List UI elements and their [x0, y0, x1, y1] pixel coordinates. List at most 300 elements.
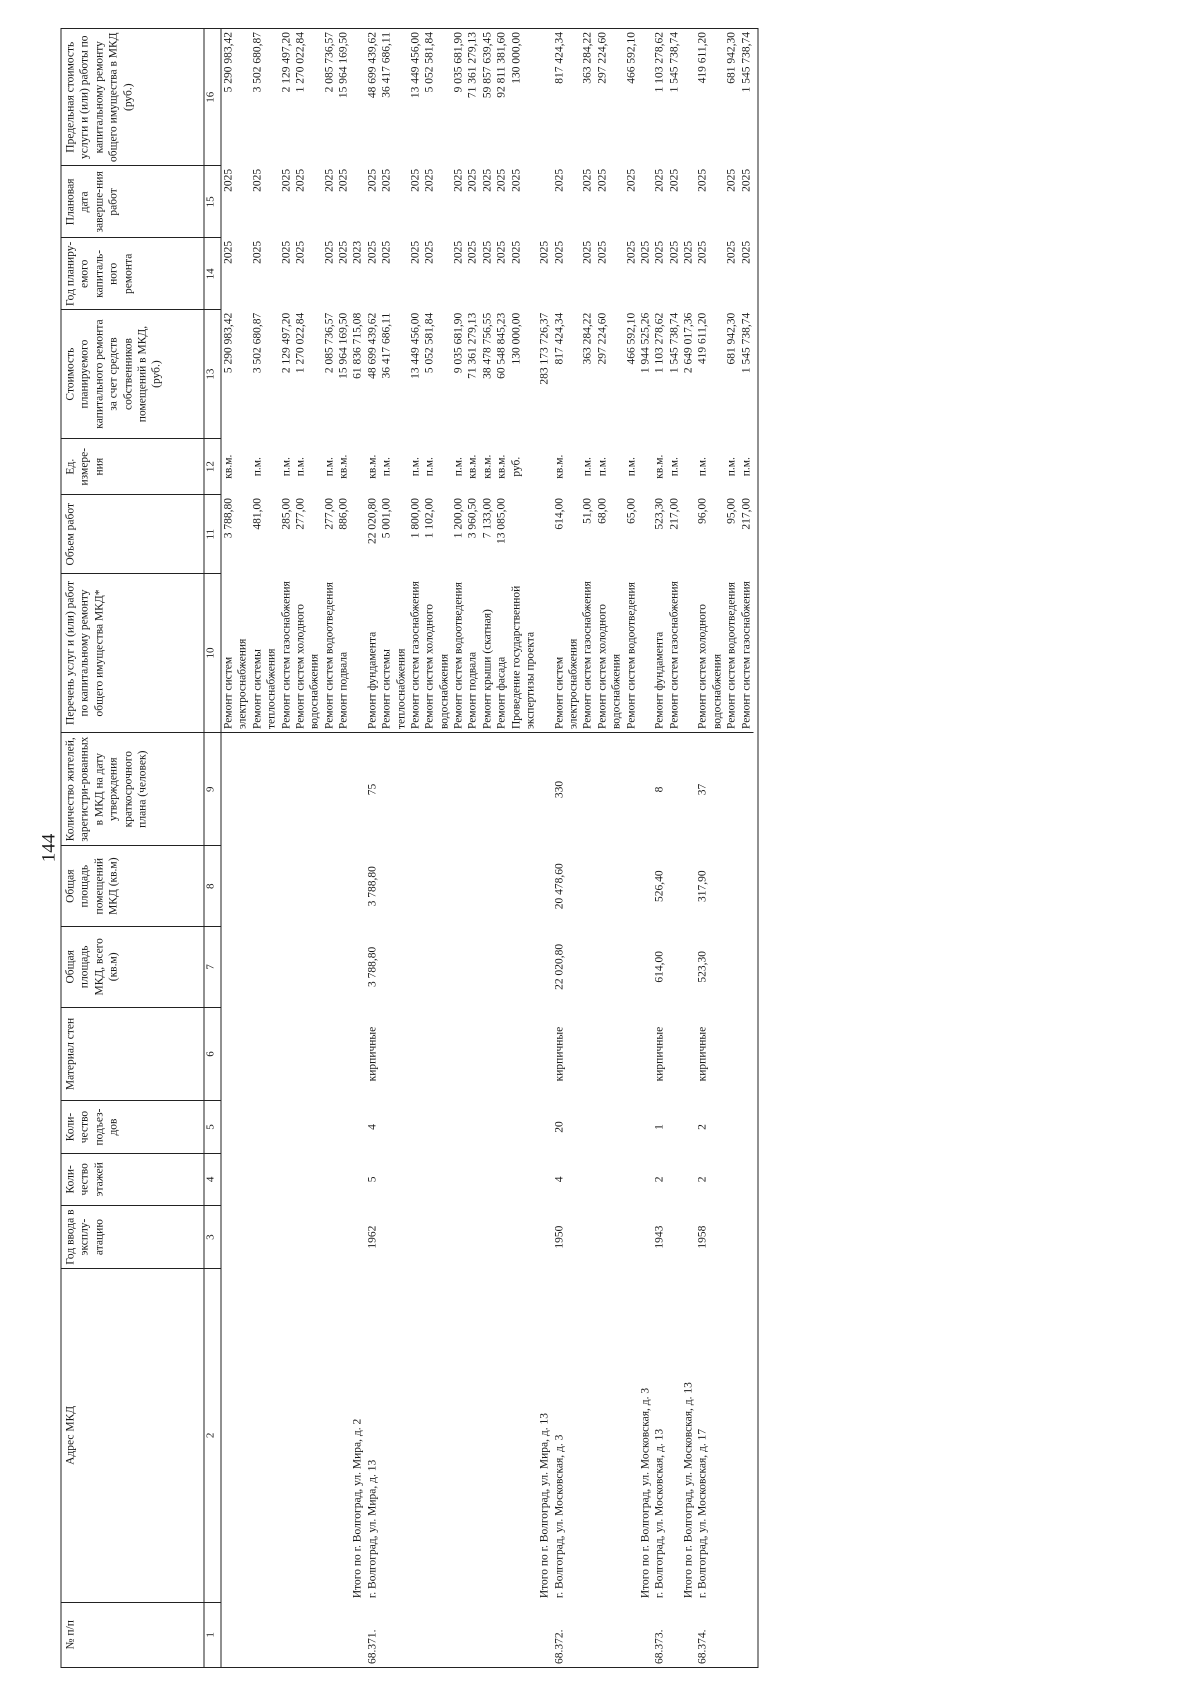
empty-cell: [753, 927, 758, 1008]
header-col-4: Коли-чество этажей: [61, 1153, 204, 1205]
empty-cell: [495, 733, 509, 846]
empty-cell: [725, 927, 739, 1008]
column-number: 4: [204, 1153, 221, 1205]
work-row: [365, 29, 379, 1668]
work-year: 2025: [553, 240, 566, 264]
work-year: 2025: [323, 240, 336, 264]
empty-cell: [466, 1269, 480, 1602]
work-cost: 1 545 738,74: [668, 312, 681, 374]
empty-cell: [250, 1007, 279, 1101]
work-limit: 2 129 497,20: [279, 29, 293, 166]
empty-cell: [221, 1153, 250, 1205]
area-total: 3 788,80: [366, 946, 379, 987]
empty-cell: [293, 1101, 322, 1153]
work-due: 2025: [251, 168, 264, 192]
work-unit: п.м.: [696, 457, 709, 477]
work-year: 2025: [251, 240, 264, 264]
work-unit: п.м.: [294, 457, 307, 477]
header-col-1: № п/п: [61, 1602, 204, 1667]
empty-cell: [250, 1602, 279, 1667]
empty-cell: [466, 846, 480, 927]
work-unit: п.м.: [581, 457, 594, 477]
empty-cell: [250, 733, 279, 846]
empty-cell: [337, 846, 351, 927]
wall-material: кирпичные: [366, 1026, 379, 1082]
work-limit: 71 361 279,13: [466, 29, 480, 166]
work-name: Ремонт подвала: [337, 573, 351, 732]
empty-cell: [495, 1153, 509, 1205]
residents: 330: [553, 780, 566, 799]
work-cost: 681 942,30: [725, 312, 738, 365]
empty-cell: [624, 1007, 638, 1101]
area-rooms: 20 478,60: [553, 863, 566, 910]
work-year: 2025: [452, 240, 465, 264]
total-row: [682, 29, 696, 1668]
work-year: 2025: [337, 240, 350, 264]
empty-cell: [279, 927, 293, 1008]
row-number: 68.374.: [696, 1602, 725, 1667]
total-cost: 283 173 726,37: [538, 312, 551, 385]
work-unit: п.м.: [596, 457, 609, 477]
work-due: 2025: [466, 168, 479, 192]
empty-cell: [667, 1007, 681, 1101]
empty-cell: [480, 1007, 494, 1101]
column-number: 9: [204, 733, 221, 846]
empty-cell: [279, 1269, 293, 1602]
empty-cell: [638, 438, 652, 732]
empty-cell: [624, 927, 638, 1008]
year-built: 1958: [696, 1225, 709, 1249]
work-cost: 1 270 022,84: [294, 312, 307, 374]
work-name: Ремонт крыши (скатная): [480, 573, 494, 732]
empty-cell: [452, 733, 466, 846]
total-label: Итого по г. Волгоград, ул. Московская, д. 13: [682, 1382, 695, 1599]
empty-cell: [250, 1205, 279, 1268]
empty-cell: [423, 1269, 452, 1602]
work-cost: 1 103 278,62: [653, 312, 666, 374]
empty-cell: [753, 1007, 758, 1101]
work-cost: 363 284,22: [581, 312, 594, 365]
header-col-3: Год ввода в эксплу-атацию: [61, 1205, 204, 1268]
empty-cell: [293, 1602, 322, 1667]
work-limit: 1 545 738,74: [667, 29, 681, 166]
empty-cell: [624, 1602, 638, 1667]
empty-cell: [293, 1007, 322, 1101]
work-volume: 1 102,00: [423, 498, 436, 539]
empty-cell: [250, 1101, 279, 1153]
column-number: 2: [204, 1269, 221, 1602]
header-row: [61, 29, 204, 1668]
header-col-10: Перечень услуг и (или) работ по капитальному ремонту общего имущества МКД*: [61, 573, 204, 732]
work-due: 2025: [668, 168, 681, 192]
address: г. Волгоград, ул. Московская, д. 17: [696, 1428, 709, 1599]
empty-cell: [667, 846, 681, 927]
work-due: 2025: [337, 168, 350, 192]
work-due: 2025: [495, 168, 508, 192]
work-row: [466, 29, 480, 1668]
empty-cell: [293, 846, 322, 927]
empty-cell: [509, 1205, 538, 1268]
work-name: Ремонт систем холодного водоснабжения: [595, 573, 624, 732]
work-cost: 130 000,00: [510, 312, 522, 365]
work-cost: 2 129 497,20: [280, 312, 292, 374]
work-due: 2025: [323, 168, 336, 192]
work-unit: кв.м.: [481, 454, 494, 479]
empty-cell: [452, 1269, 466, 1602]
empty-cell: [739, 1602, 753, 1667]
empty-cell: [595, 1101, 624, 1153]
work-cost: 38 478 756,55: [481, 312, 494, 379]
work-row: [293, 29, 322, 1668]
work-due: 2025: [409, 168, 422, 192]
empty-cell: [279, 1153, 293, 1205]
empty-cell: [380, 733, 409, 846]
empty-cell: [423, 1101, 452, 1153]
work-year: 2025: [668, 240, 681, 264]
empty-cell: [667, 733, 681, 846]
work-volume: 3 960,50: [466, 498, 479, 539]
empty-cell: [351, 1602, 365, 1667]
work-year: 2025: [696, 240, 709, 264]
empty-cell: [739, 1269, 753, 1602]
residents: 75: [366, 783, 379, 796]
work-year: 2025: [423, 240, 436, 264]
total-cost: 61 836 715,08: [351, 312, 364, 379]
work-cost: 15 964 169,50: [337, 312, 350, 379]
empty-cell: [509, 927, 538, 1008]
empty-cell: [753, 438, 758, 495]
work-row: [739, 29, 753, 1668]
work-cost: 71 361 279,13: [466, 312, 479, 379]
work-due: 2025: [222, 168, 235, 192]
total-row: [538, 29, 552, 1668]
empty-cell: [293, 733, 322, 846]
floors: 2: [696, 1176, 709, 1183]
empty-cell: [466, 1602, 480, 1667]
residents: 8: [653, 786, 666, 793]
work-name: Ремонт систем газоснабжения: [667, 573, 681, 732]
work-limit: 36 417 686,11: [380, 29, 409, 166]
work-unit: кв.м.: [553, 454, 566, 479]
work-unit: п.м.: [668, 457, 681, 477]
work-row: [380, 29, 409, 1668]
work-due: 2025: [725, 168, 738, 192]
work-limit: 817 424,34: [552, 29, 581, 166]
work-name: Ремонт систем водоотведения: [624, 573, 638, 732]
work-due: 2025: [510, 168, 522, 192]
empty-cell: [322, 1269, 336, 1602]
empty-cell: [753, 1602, 758, 1667]
column-number: 5: [204, 1101, 221, 1153]
empty-cell: [581, 846, 595, 927]
total-cost: 2 649 017,36: [682, 312, 695, 374]
empty-cell: [480, 1101, 494, 1153]
empty-cell: [322, 1205, 336, 1268]
work-unit: п.м.: [323, 457, 336, 477]
empty-cell: [753, 1205, 758, 1268]
work-due: 2025: [380, 168, 393, 192]
empty-cell: [739, 927, 753, 1008]
work-cost: 1 545 738,74: [740, 312, 752, 374]
residents: 37: [696, 783, 709, 796]
work-limit: 92 811 381,60: [495, 29, 509, 166]
work-year: 2025: [596, 240, 609, 264]
empty-cell: [509, 846, 538, 927]
row-number: 68.372.: [552, 1602, 581, 1667]
total-year: 2025: [639, 240, 652, 264]
empty-cell: [624, 1101, 638, 1153]
work-name: Ремонт систем электроснабжения: [221, 573, 250, 732]
work-limit: 9 035 681,90: [452, 29, 466, 166]
empty-cell: [423, 733, 452, 846]
work-name: Ремонт системы теплоснабжения: [380, 573, 409, 732]
work-limit: 681 942,30: [725, 29, 739, 166]
column-number: 12: [204, 438, 221, 495]
work-volume: 95,00: [725, 498, 738, 524]
empty-cell: [466, 1007, 480, 1101]
floors: 2: [653, 1176, 666, 1183]
empty-cell: [408, 1205, 422, 1268]
work-row: [581, 29, 595, 1668]
column-number-row: [204, 29, 221, 1668]
work-row: [322, 29, 336, 1668]
empty-cell: [380, 846, 409, 927]
empty-cell: [509, 1101, 538, 1153]
header-col-8: Общая площадь помещений МКД (кв.м): [61, 846, 204, 927]
empty-cell: [509, 1007, 538, 1101]
empty-cell: [293, 927, 322, 1008]
empty-cell: [495, 1101, 509, 1153]
empty-cell: [351, 438, 365, 732]
empty-cell: [322, 1602, 336, 1667]
empty-cell: [408, 1101, 422, 1153]
work-cost: 419 611,20: [696, 312, 709, 365]
work-year: 2025: [495, 240, 508, 264]
floors: 4: [553, 1176, 566, 1183]
work-volume: 481,00: [251, 498, 264, 530]
work-name: Ремонт систем холодного водоснабжения: [293, 573, 322, 732]
empty-cell: [408, 927, 422, 1008]
work-limit: 13 449 456,00: [408, 29, 422, 166]
empty-cell: [739, 1007, 753, 1101]
empty-cell: [595, 1269, 624, 1602]
empty-cell: [351, 29, 365, 238]
empty-cell: [725, 846, 739, 927]
empty-cell: [581, 1153, 595, 1205]
work-unit: кв.м.: [466, 454, 479, 479]
work-due: 2025: [553, 168, 566, 192]
work-due: 2025: [696, 168, 709, 192]
empty-cell: [480, 1269, 494, 1602]
floors: 5: [366, 1176, 379, 1183]
empty-cell: [250, 846, 279, 927]
work-year: 2025: [581, 240, 594, 264]
empty-cell: [322, 733, 336, 846]
work-year: 2025: [366, 240, 379, 264]
work-row: [696, 29, 725, 1668]
work-limit: 1 545 738,74: [739, 29, 753, 166]
entrances: 2: [696, 1124, 709, 1130]
empty-cell: [495, 846, 509, 927]
work-volume: 217,00: [668, 498, 681, 530]
work-cost: 60 548 845,23: [495, 312, 508, 379]
empty-cell: [595, 1007, 624, 1101]
empty-cell: [739, 1101, 753, 1153]
empty-cell: [221, 927, 250, 1008]
work-row: [423, 29, 452, 1668]
work-year: 2025: [510, 240, 522, 264]
empty-cell: [480, 733, 494, 846]
empty-cell: [667, 1101, 681, 1153]
work-limit: 3 502 680,87: [250, 29, 279, 166]
empty-cell: [221, 1101, 250, 1153]
work-row: [653, 29, 667, 1668]
empty-cell: [221, 733, 250, 846]
empty-cell: [380, 1602, 409, 1667]
work-volume: 277,00: [294, 498, 307, 530]
empty-cell: [753, 29, 758, 166]
empty-cell: [725, 1007, 739, 1101]
empty-cell: [423, 1007, 452, 1101]
work-due: 2025: [653, 168, 666, 192]
empty-cell: [466, 1153, 480, 1205]
work-unit: п.м.: [625, 457, 637, 477]
work-limit: 1 270 022,84: [293, 29, 322, 166]
empty-cell: [667, 1602, 681, 1667]
empty-cell: [322, 846, 336, 927]
table-body: [221, 29, 758, 1668]
work-unit: кв.м.: [495, 454, 508, 479]
empty-cell: [337, 1602, 351, 1667]
work-volume: 3 788,80: [222, 498, 235, 539]
empty-cell: [279, 1602, 293, 1667]
empty-cell: [279, 1205, 293, 1268]
empty-cell: [581, 1269, 595, 1602]
row-number: 68.371.: [365, 1602, 379, 1667]
empty-cell: [250, 927, 279, 1008]
total-label: Итого по г. Волгоград, ул. Мира, д. 2: [351, 1418, 364, 1599]
area-rooms: 3 788,80: [366, 866, 379, 907]
work-unit: п.м.: [452, 457, 465, 477]
empty-cell: [380, 1007, 409, 1101]
work-limit: 363 284,22: [581, 29, 595, 166]
work-row: [337, 29, 351, 1668]
work-limit: 466 592,10: [624, 29, 638, 166]
work-row: [595, 29, 624, 1668]
work-unit: кв.м.: [337, 454, 350, 479]
year-built: 1950: [553, 1225, 566, 1249]
empty-cell: [452, 846, 466, 927]
empty-cell: [279, 1007, 293, 1101]
empty-cell: [739, 846, 753, 927]
work-year: 2025: [740, 240, 752, 264]
work-row: [495, 29, 509, 1668]
work-name: Ремонт систем газоснабжения: [581, 573, 595, 732]
empty-cell: [408, 846, 422, 927]
empty-cell: [753, 846, 758, 927]
work-unit: п.м.: [251, 457, 264, 477]
empty-cell: [595, 733, 624, 846]
year-built: 1943: [653, 1225, 666, 1249]
empty-cell: [624, 1205, 638, 1268]
work-cost: 817 424,34: [553, 312, 566, 365]
empty-cell: [337, 733, 351, 846]
empty-cell: [480, 846, 494, 927]
work-cost: 9 035 681,90: [452, 312, 465, 374]
empty-cell: [509, 1269, 538, 1602]
header-col-15: Плановая дата заверше-ния работ: [61, 166, 204, 238]
work-due: 2025: [581, 168, 594, 192]
empty-cell: [725, 1153, 739, 1205]
work-limit: 15 964 169,50: [337, 29, 351, 166]
work-row: [480, 29, 494, 1668]
empty-cell: [682, 438, 696, 732]
empty-cell: [538, 1602, 552, 1667]
work-row: [725, 29, 739, 1668]
empty-cell: [221, 1269, 250, 1602]
empty-cell: [725, 1602, 739, 1667]
empty-cell: [452, 1205, 466, 1268]
work-year: 2025: [294, 240, 307, 264]
empty-cell: [423, 1153, 452, 1205]
work-name: Ремонт систем водоотведения: [322, 573, 336, 732]
column-number: 6: [204, 1007, 221, 1101]
work-due: 2025: [294, 168, 307, 192]
empty-cell: [725, 1269, 739, 1602]
document-page: [33, 23, 1168, 1673]
empty-cell: [221, 1602, 250, 1667]
work-volume: 13 085,00: [495, 498, 508, 544]
work-volume: 1 200,00: [452, 498, 465, 539]
empty-cell: [408, 733, 422, 846]
work-limit: 130 000,00: [509, 29, 538, 166]
empty-cell: [753, 1153, 758, 1205]
work-year: 2025: [725, 240, 738, 264]
table-bottom: [753, 29, 758, 1668]
work-row: [667, 29, 681, 1668]
empty-cell: [624, 846, 638, 927]
work-row: [452, 29, 466, 1668]
total-year: 2025: [538, 240, 551, 264]
header-col-7: Общая площадь МКД, всего (кв.м): [61, 927, 204, 1008]
work-volume: 68,00: [596, 498, 609, 524]
empty-cell: [337, 1007, 351, 1101]
address: г. Волгоград, ул. Московская, д. 13: [653, 1428, 666, 1599]
empty-cell: [337, 927, 351, 1008]
work-name: Проведение государственной экспертизы проекта: [509, 573, 538, 732]
column-number: 16: [204, 29, 221, 166]
work-volume: 51,00: [581, 498, 594, 524]
work-volume: 96,00: [696, 498, 709, 524]
work-volume: 614,00: [553, 498, 566, 530]
total-row: [638, 29, 652, 1668]
empty-cell: [279, 1101, 293, 1153]
work-cost: 297 224,60: [596, 312, 609, 365]
empty-cell: [538, 29, 552, 238]
work-row: [509, 29, 538, 1668]
empty-cell: [495, 1269, 509, 1602]
work-volume: 277,00: [323, 498, 336, 530]
work-year: 2025: [222, 240, 235, 264]
work-unit: кв.м.: [222, 454, 235, 479]
total-label: Итого по г. Волгоград, ул. Мира, д. 13: [538, 1413, 551, 1599]
work-due: 2025: [280, 168, 292, 192]
work-unit: п.м.: [725, 457, 738, 477]
address: г. Волгоград, ул. Московская, д. 3: [553, 1434, 566, 1599]
work-volume: [509, 495, 538, 573]
empty-cell: [739, 733, 753, 846]
wall-material: кирпичные: [553, 1026, 566, 1082]
